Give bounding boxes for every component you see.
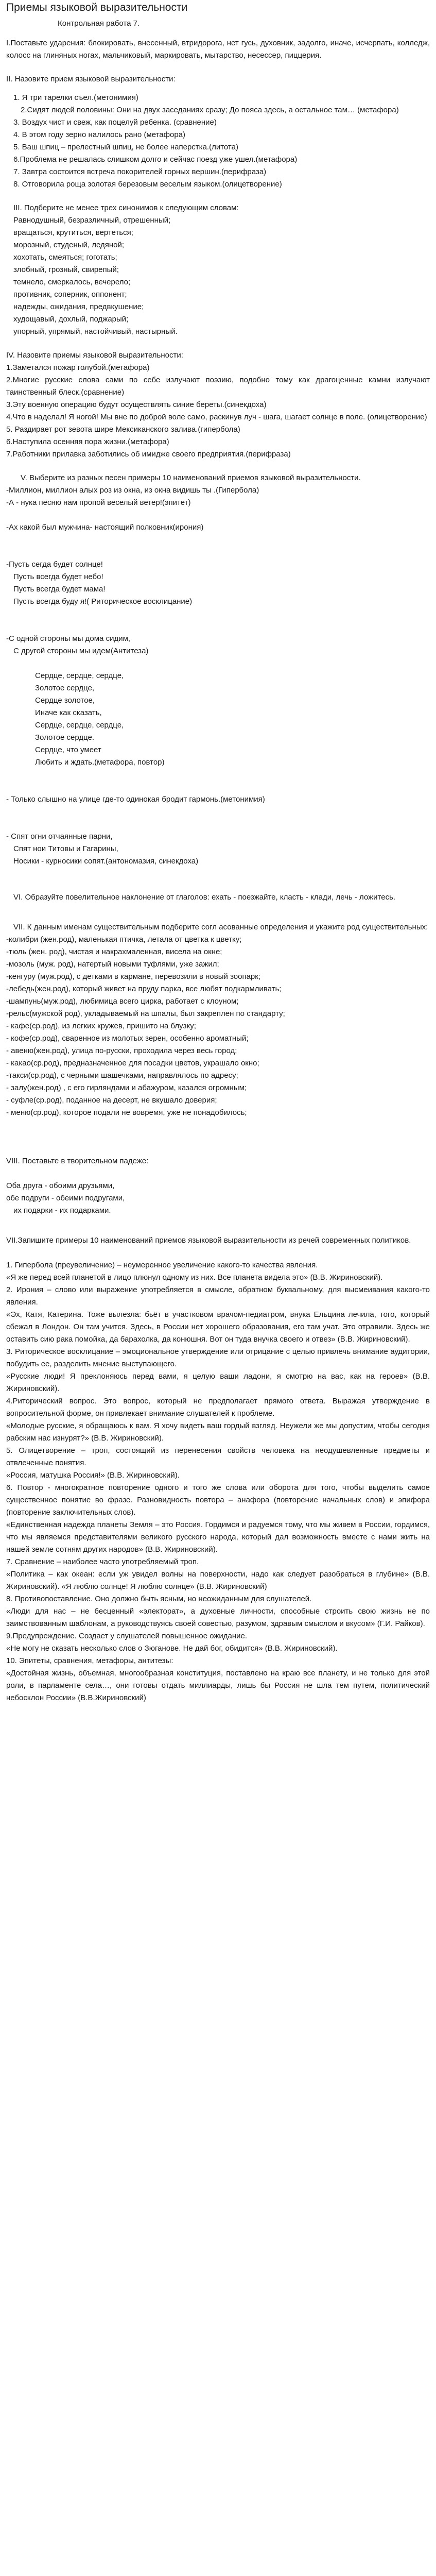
s3-item-1: вращаться, крутиться, вертеться; [13,228,133,237]
s4-item-4: 5. Раздирает рот зевота шире Мексиканского залива.(гипербола) [6,425,240,434]
s4-item-3: 4.Что в наделал! Я ногой! Мы вне по доброй воле само, раскинув луч - шага, шагает солнце в поле. (олицетворение) [6,413,427,421]
s5-item-2 [6,509,430,521]
s3-item-2: морозный, студеный, ледяной; [13,241,125,249]
s2-item-2: 3. Воздух чист и свеж, как поцелуй ребенка. (сравнение) [13,118,217,127]
s5-item-25: - Только слышно на улице где-то одинокая бродит гармонь.(метонимия) [6,795,265,804]
s2-item-6: 7. Завтра состоится встреча покорителей горных вершин.(перифраза) [13,167,267,176]
s5-item-19: Сердце, сердце, сердце, [35,721,124,730]
s7-item-10: - какао(ср.род), предназначенное для посадки цветов, украшало окно; [6,1059,259,1067]
section-1 [6,37,430,62]
s9-item-6: 4.Риторический вопрос. Это вопрос, который не предполагает прямого ответа. Выражая утверждение в вопросительной форме, он привлекает внимание слушателей к проблеме. [6,1397,430,1418]
s2-item-4: 5. Ваш шпиц – прелестный шпиц, не более наперстка.(литота) [13,143,238,151]
s8-item-2: их подарки - их подарками. [13,1206,111,1215]
s9-item-14: 8. Противопоставление. Оно должно быть ясным, но неожиданным для слушателей. [6,1595,312,1603]
s7-item-5: -шампунь(муж.род), любимица всего цирка, работает с клоуном; [6,997,239,1006]
s4-item-6: 7.Работники прилавка заботились об имидже своего предприятия.(перифраза) [6,450,291,459]
s5-item-8: Пусть всегда будет мама! [13,585,106,594]
s7-item-2: -мозоль (муж. род), натертый новыми туфлями, уже зажил; [6,960,219,969]
section-7 [6,921,430,1119]
s5-item-3: -Ах какой был мужчина- настоящий полковник(ирония) [6,523,204,532]
s5-item-27 [6,818,430,831]
s2-item-5: 6.Проблема не решалась слишком долго и сейчас поезд уже ушел.(метафора) [13,155,298,164]
s8-item-0: Оба друга - обоими друзьями, [6,1181,115,1190]
section-3 [6,202,430,338]
s5-item-14 [6,657,430,670]
section-8-heading: VIII. Поставьте в творительном падеже: [6,1157,149,1165]
s9-item-13: «Политика – как океан: если уж увидел волны на поверхности, надо как следует разобраться в глубине» (В.В. Жириновский). «Я люблю солнце! Я люблю солнце» (В.В. Жириновский) [6,1570,430,1591]
section-2-list [6,92,430,191]
s8-item-1: обе подруги - обеими подругами, [6,1194,125,1202]
s4-item-2: 3.Эту военную операцию будут осуществлять синие береты.(синекдоха) [6,400,267,409]
s5-item-22: Любить и ждать.(метафора, повтор) [35,758,165,767]
section-9-list [6,1259,430,1704]
section-6 [6,891,430,904]
s9-item-18: 10. Эпитеты, сравнения, метафоры, антитезы: [6,1656,173,1665]
s9-item-0: 1. Гипербола (преувеличение) – неумеренное увеличение какого-то качества явления. [6,1261,318,1269]
s5-item-1: -А - нука песню нам пропой веселый ветер!(эпитет) [6,498,191,507]
s5-item-12: -С одной стороны мы дома сидим, [6,634,131,643]
section-4-list [6,362,430,461]
section-3-heading: III. Подберите не менее трех синонимов к следующим словам: [13,204,239,212]
s9-item-8: 5. Олицетворение – троп, состоящий из перенесения свойств человека на неодушевленные предметы и отвлеченные понятия. [6,1446,430,1467]
s4-item-1: 2.Многие русские слова сами по себе излучают поэзию, подобно тому как драгоценные камни излучают таинственный блеск.(сравнение) [6,376,430,397]
s5-item-5 [6,546,430,558]
s5-item-30: Носики - курносики сопят.(антономазия, синекдоха) [13,857,199,866]
s2-item-7: 8. Отговорила роща золотая березовым веселым языком.(олицетворение) [13,180,282,189]
s5-item-16: Золотое сердце, [35,684,95,692]
s2-item-1: 2.Сидят людей половины: Они на двух заседаниях сразу; До пояса здесь, а остальное там… (метафора) [21,106,399,114]
section-5-list [6,484,430,868]
s5-item-23 [6,769,430,781]
section-5-heading: V. Выберите из разных песен примеры 10 наименований приемов языковой выразительности. [21,473,361,482]
s9-item-1: «Я же перед всей планетой в лицо плюнул одному из них. Все планета видела это» (В.В. Жириновский). [6,1273,383,1282]
s7-item-7: - кафе(ср.род), из легких кружев, пришито на блузку; [6,1022,196,1030]
s9-item-9: «Россия, матушка Россия!» (В.В. Жириновский). [6,1471,180,1480]
document-page [0,1,436,1731]
s5-item-21: Сердце, что умеет [35,745,101,754]
s5-item-9: Пусть всегда буду я!( Риторическое восклицание) [13,597,193,606]
section-4-heading: IV. Назовите приемы языковой выразительности: [6,351,183,360]
s2-item-0: 1. Я три тарелки съел.(метонимия) [13,93,138,102]
s5-item-17: Сердце золотое, [35,696,95,705]
s3-item-9: упорный, упрямый, настойчивый, настырный. [13,327,178,336]
s3-item-5: темнело, смеркалось, вечерело; [13,278,131,286]
s3-item-4: злобный, грозный, свирепый; [13,265,119,274]
s5-item-4 [6,534,430,546]
s7-item-0: -колибри (жен.род), маленькая птичка, летала от цветка к цветку; [6,935,242,944]
section-8 [6,1155,430,1217]
s3-item-3: хохотать, смеяться; гоготать; [13,253,117,262]
s3-item-0: Равнодушный, безразличный, отрешенный; [13,216,171,225]
s5-item-11 [6,620,430,633]
section-6-text: VI. Образуйте повелительное наклонение от глаголов: ехать - поезжайте, класть - клади, лечь - ложитесь. [13,893,396,902]
s7-item-11: -такси(ср.род), с черными шашечками, направлялось по адресу; [6,1071,238,1080]
section-7-heading: VII. К данным именам существительным подберите согл асованные определения и укажите род существительных: [13,923,428,931]
s7-item-4: -лебедь(жен.род), который живет на пруду парка, все любят подкармливать; [6,985,282,993]
s7-item-9: - авеню(жен.род), улица по-русски, проходила через весь город; [6,1046,237,1055]
s5-item-6: -Пусть сегда будет солнце! [6,560,103,569]
s9-item-15: «Люди для нас – не бесценный «электорат», а духовные личности, способные строить свою жизнь не по заимствованным шаблонам, а руководствуясь своей совестью, разумом, здравым смыслом и вкусом» (Г.И. Райков). [6,1607,430,1628]
s5-item-29: Спят нои Титовы и Гагарины, [13,844,118,853]
s4-item-0: 1.Заметался пожар голубой.(метафора) [6,363,150,372]
section-2 [6,73,430,191]
s7-item-3: -кенгуру (муж.род), с детками в кармане, перевозили в новый зоопарк; [6,972,261,981]
s9-item-10: 6. Повтор - многократное повторение одного и того же слова или оборота для того, чтобы выделить самое существенное понятие во фразе. Разновидность повтора – анафора (повторение начальных слов) и эпифора (повторение заключительных слов). [6,1483,430,1517]
section-5 [6,472,430,868]
s9-item-2: 2. Ирония – слово или выражение употребляется в смысле, обратном буквальному, для высмеивания какого-то явления. [6,1285,430,1307]
section-1-text: I.Поставьте ударения: блокировать, внесенный, втридорога, нет гусь, духовник, задолго, иначе, исчерпать, колледж, колосс на глиняных ногах, мальчиковый, маркировать, мытарство, несессер, пиццерия. [6,39,430,60]
s9-item-5: «Русские люди! Я преклоняюсь перед вами, я целую ваши ладони, я смотрю на вас, как на героев» (В.В. Жириновский). [6,1372,430,1393]
section-4 [6,349,430,461]
s4-item-5: 6.Наступила осенняя пора жизни.(метафора) [6,437,169,446]
s5-item-28: - Спят огни отчаянные парни, [6,832,113,841]
s9-item-12: 7. Сравнение – наиболее часто употребляемый троп. [6,1557,199,1566]
s5-item-10 [6,608,430,620]
s5-item-18: Иначе как сказать, [35,708,102,717]
s9-item-3: «Эх, Катя, Катерина. Тоже вылезла: бьёт в участковом врачом-педиатром, внука Ельцина лечила, того, который сбежал в Лондон. Он там учится. Здесь, в России нет хорошего образования, его там учат. Это отравили. Здесь же оставить сию рака помойка, да барахолка, да конюшня. Вот он туда внучка своего и отвез» (В.В. Жириновский). [6,1310,430,1344]
s9-item-16: 9.Предупреждение. Создает у слушателей повышенное ожидание. [6,1632,248,1640]
s3-item-8: худощавый, дохлый, поджарый; [13,315,129,324]
s9-item-7: «Молодые русские, я обращаюсь к вам. Я хочу видеть ваш гордый взгляд. Неужели же мы допустим, чтобы сегодня рабским нас изнурят?» (В.В. Жириновский). [6,1421,430,1443]
s7-item-8: - кофе(ср.род), сваренное из молотых зерен, особенно ароматный; [6,1034,249,1043]
s5-item-24 [6,781,430,793]
s5-item-26 [6,806,430,818]
s9-item-19: «Достойная жизнь, объемная, многообразная конституция, поставлено на краю все планету, и не только для этой роли, в парламенте села…, они готовы отдать миллиарды, лишь бы Россия не шла тем путем, политический небосклон России» (В.В.Жириновский) [6,1669,430,1702]
s5-item-0: -Миллион, миллион алых роз из окна, из окна видишь ты .(Гипербола) [6,486,259,495]
section-2-heading: II. Назовите прием языковой выразительности: [6,75,176,83]
s9-item-11: «Единственная надежда планеты Земля – это Россия. Гордимся и радуемся тому, что мы живем в России, гордимся, что мы являемся представителями великого русского народа, который дал возможность вместе с нами жить на нашей земле сотням других народов» (В.В. Жириновский). [6,1520,430,1554]
section-9-heading: VII.Запишите примеры 10 наименований приемов языковой выразительности из речей современных политиков. [6,1236,411,1245]
s5-item-20: Золотое сердце. [35,733,95,742]
s5-item-15: Сердце, сердце, сердце, [35,671,124,680]
s5-item-13: С другой стороны мы идем(Антитеза) [13,647,149,655]
s7-item-13: - суфле(ср.род), поданное на десерт, не вкушало доверия; [6,1096,217,1105]
section-8-list [6,1180,430,1217]
section-3-list [6,214,430,338]
s3-item-6: противник, соперник, оппонент; [13,290,127,299]
s2-item-3: 4. В этом году зерно налилось рано (метафора) [13,130,185,139]
section-9 [6,1234,430,1704]
s7-item-6: -рельс(мужской род), укладываемый на шпалы, был закреплен по стандарту; [6,1009,285,1018]
s9-item-17: «Не могу не сказать несколько слов о Зюганове. Не дай бог, обидится» (В.В. Жириновский). [6,1644,338,1653]
page-subtitle: Контрольная работа 7. [58,19,140,28]
page-title: Приемы языковой выразительности [6,2,188,13]
s3-item-7: надежды, ожидания, предвкушение; [13,302,144,311]
s5-item-7: Пусть всегда будет небо! [13,572,103,581]
s7-item-12: - залу(жен.род) , с его гирляндами и абажуром, казался огромным; [6,1083,247,1092]
s7-item-1: -тюль (жен. род), чистая и накрахмаленная, висела на окне; [6,947,222,956]
s7-item-14: - меню(ср.род), которое подали не вовремя, уже не понадобилось; [6,1108,247,1117]
section-7-list [6,934,430,1119]
s9-item-4: 3. Риторическое восклицание – эмоциональное утверждение или отрицание с целью привлечь внимание аудитории, побудить ее, разделить мнение выступающего. [6,1347,430,1368]
